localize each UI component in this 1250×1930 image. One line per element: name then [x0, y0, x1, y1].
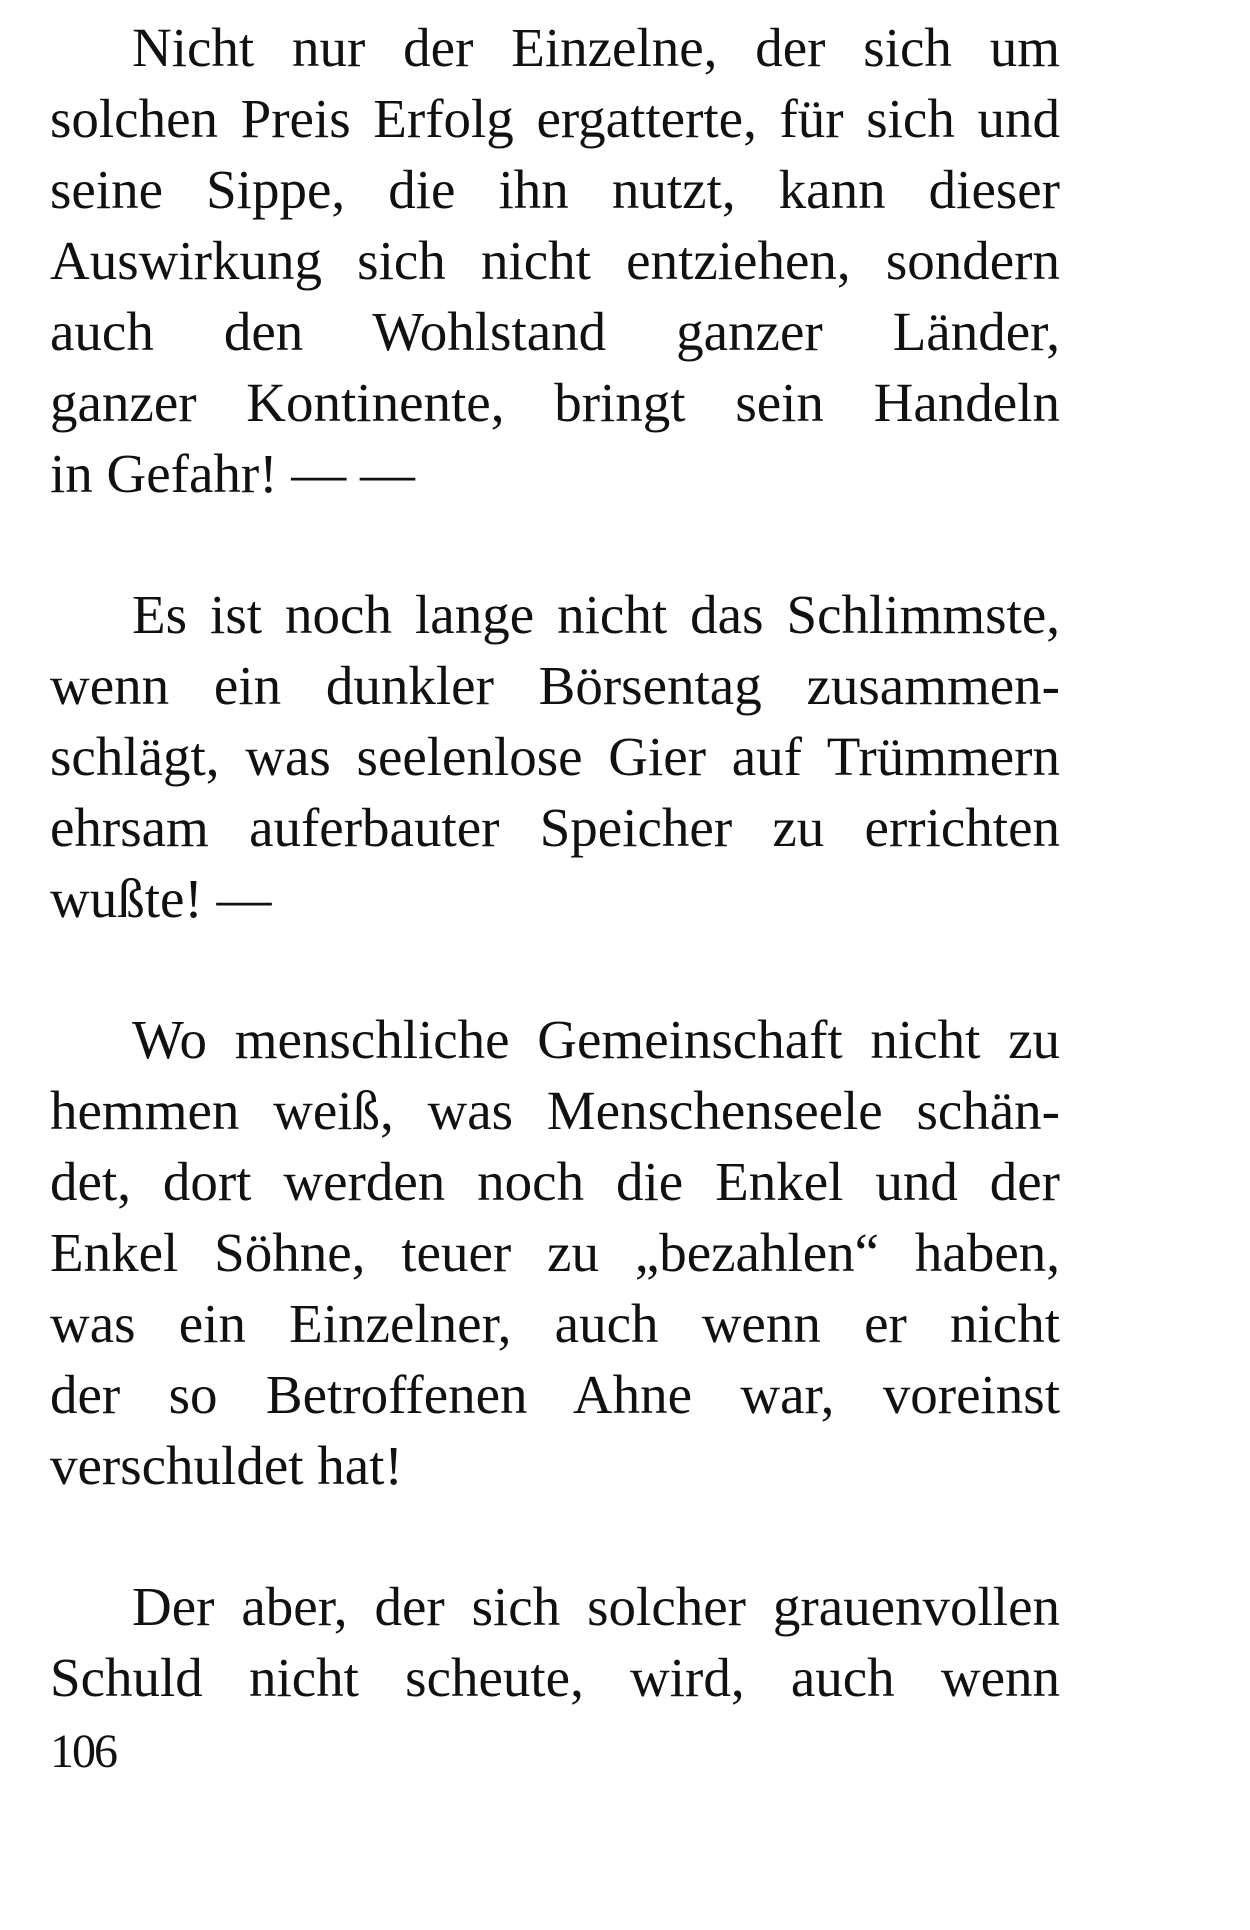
text-line: ehrsam auferbauter Speicher zu errichten	[50, 797, 1060, 858]
text-line: der so Betroffenen Ahne war, voreinst	[50, 1364, 1060, 1425]
text-line: Nicht nur der Einzelne, der sich um	[132, 17, 1060, 78]
text-line: auch den Wohlstand ganzer Länder,	[50, 301, 1060, 362]
paragraph-2	[50, 579, 1060, 934]
text-line: seine Sippe, die ihn nutzt, kann dieser	[50, 159, 1060, 220]
paragraph-4	[50, 1571, 1060, 1713]
paragraph-1	[50, 12, 1060, 509]
text-line: solchen Preis Erfolg ergatterte, für sich und	[50, 88, 1060, 149]
text-line: verschuldet hat!	[50, 1435, 403, 1496]
text-line: Wo menschliche Gemeinschaft nicht zu	[132, 1009, 1060, 1070]
text-line: was ein Einzelner, auch wenn er nicht	[50, 1293, 1060, 1354]
text-line: Auswirkung sich nicht entziehen, sondern	[50, 230, 1060, 291]
text-line: wenn ein dunkler Börsentag zusammen-	[50, 655, 1060, 716]
text-line: ganzer Kontinente, bringt sein Handeln	[50, 372, 1060, 433]
page-number: 106	[50, 1725, 116, 1778]
text-line: Schuld nicht scheute, wird, auch wenn	[50, 1647, 1060, 1708]
text-line: Es ist noch lange nicht das Schlimmste,	[132, 584, 1060, 645]
book-page	[50, 0, 1060, 1930]
body-text	[50, 12, 1060, 1783]
text-line: schlägt, was seelenlose Gier auf Trümmern	[50, 726, 1060, 787]
paragraph-3	[50, 1004, 1060, 1501]
text-line: Der aber, der sich solcher grauenvollen	[132, 1576, 1060, 1637]
text-line: Enkel Söhne, teuer zu „bezahlen“ haben,	[50, 1222, 1060, 1283]
text-line: in Gefahr! — —	[50, 443, 416, 504]
text-line: det, dort werden noch die Enkel und der	[50, 1151, 1060, 1212]
text-line: wußte! —	[50, 868, 272, 929]
text-line: hemmen weiß, was Menschenseele schän-	[50, 1080, 1060, 1141]
